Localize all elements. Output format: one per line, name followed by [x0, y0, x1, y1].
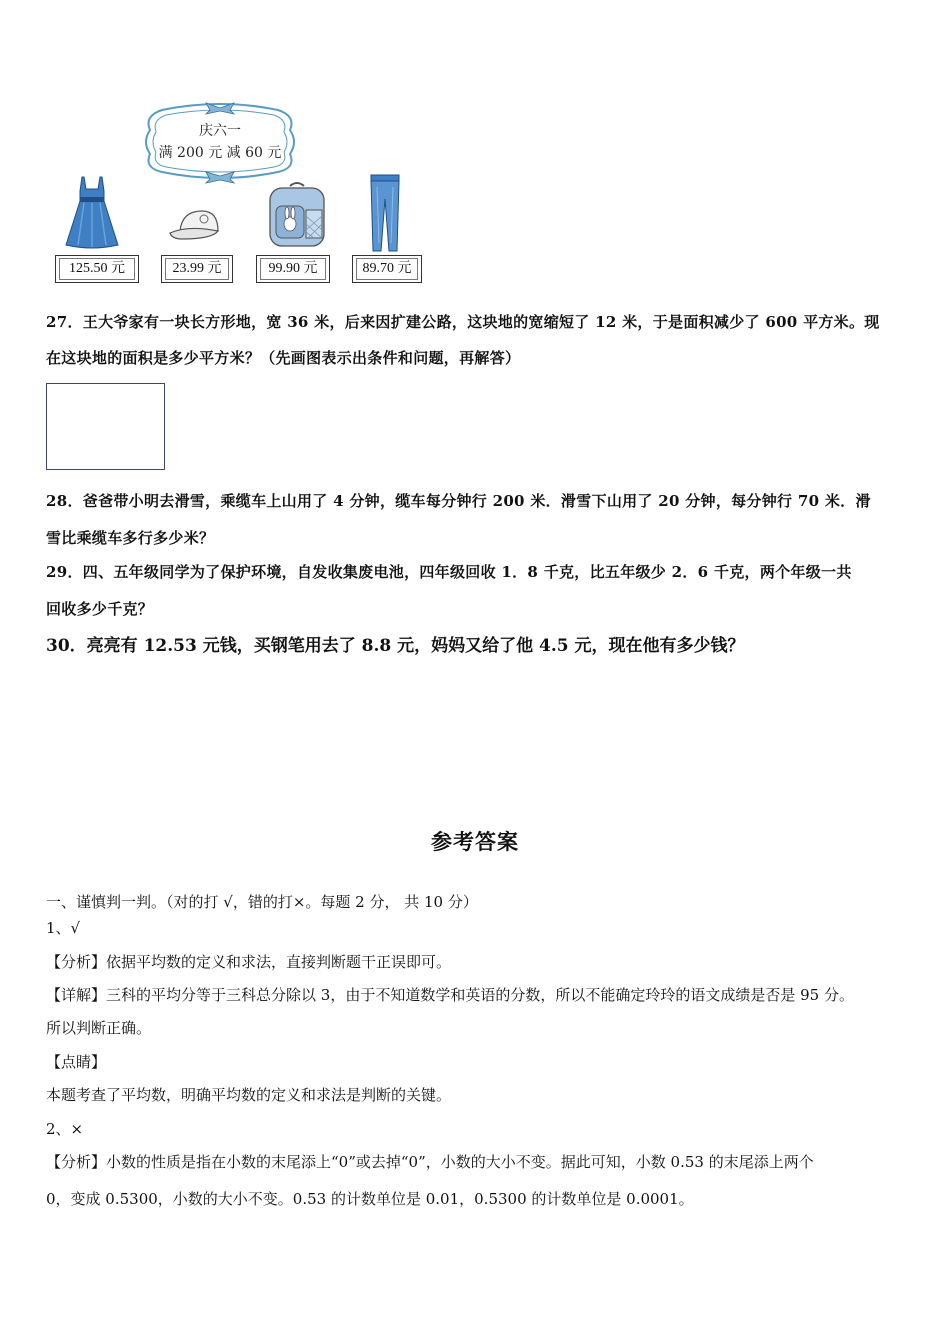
- price-tag-jeans: 89.70 元: [352, 255, 422, 283]
- question-28-line-1: 28．爸爸带小明去滑雪，乘缆车上山用了 4 分钟，缆车每分钟行 200 米．滑雪下山用了 20 分钟，每分钟行 70 米．滑: [46, 492, 871, 510]
- question-27-line-1: 27．王大爷家有一块长方形地，宽 36 米，后来因扩建公路，这块地的宽缩短了 12 米，于是面积减少了 600 平方米。现: [46, 313, 880, 331]
- answer-1-analysis: 【分析】依据平均数的定义和求法，直接判断题干正误即可。: [46, 953, 452, 971]
- page-title: 参考答案: [431, 829, 519, 854]
- answer-section-1-heading: 一、谨慎判一判。（对的打 √，错的打×。每题 2 分， 共 10 分）: [46, 893, 478, 911]
- answer-2-analysis-line-2: 0，变成 0.5300，小数的大小不变。0.53 的计数单位是 0.01，0.5300 的计数单位是 0.0001。: [46, 1190, 694, 1208]
- answer-1-comment: 本题考查了平均数，明确平均数的定义和求法是判断的关键。: [46, 1086, 452, 1104]
- banner-line-1: 庆六一: [199, 123, 241, 139]
- answer-1: 1、√: [46, 919, 81, 937]
- question-28-line-2: 雪比乘缆车多行多少米？: [46, 529, 215, 547]
- dress-icon: [62, 175, 122, 250]
- question-30: 30．亮亮有 12.53 元钱，买钢笔用去了 8.8 元，妈妈又给了他 4.5 元，现在他有多少钱？: [46, 636, 745, 656]
- shop-illustration: [40, 95, 440, 290]
- answer-2: 2、×: [46, 1120, 84, 1138]
- question-29-line-1: 29．四、五年级同学为了保护环境，自发收集废电池，四年级回收 1．8 千克，比五年级少 2．6 千克，两个年级一共: [46, 563, 852, 581]
- price-tag-dress: 125.50 元: [55, 255, 139, 283]
- question-27-line-2: 在这块地的面积是多少平方米？（先画图表示出条件和问题，再解答）: [46, 349, 521, 367]
- price-tag-backpack: 99.90 元: [256, 255, 330, 283]
- drawing-answer-box: [46, 383, 165, 470]
- price-tag-cap: 23.99 元: [161, 255, 233, 283]
- question-29-line-2: 回收多少千克？: [46, 600, 154, 618]
- answer-1-detail-line-2: 所以判断正确。: [46, 1019, 152, 1037]
- banner-line-2: 满 200 元 减 60 元: [158, 145, 282, 161]
- jeans-icon: [365, 173, 405, 253]
- answer-1-detail-line-1: 【详解】三科的平均分等于三科总分除以 3，由于不知道数学和英语的分数，所以不能确定玲玲的语文成绩是否是 95 分。: [46, 986, 854, 1004]
- cap-icon: [168, 207, 228, 247]
- answer-2-analysis-line-1: 【分析】小数的性质是指在小数的末尾添上“0”或去掉“0”，小数的大小不变。据此可知，小数 0.53 的末尾添上两个: [46, 1153, 814, 1171]
- banner-text: [140, 120, 300, 164]
- answer-1-comment-heading: 【点睛】: [46, 1053, 107, 1071]
- backpack-icon: [262, 180, 332, 250]
